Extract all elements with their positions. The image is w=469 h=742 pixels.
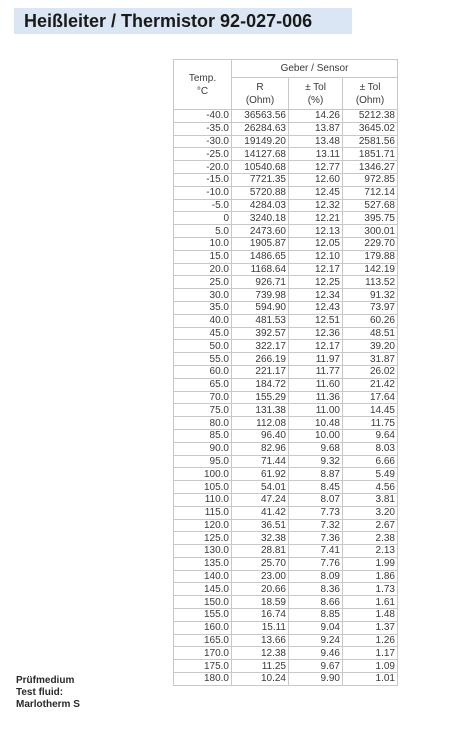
tolerance-percent-cell: 12.34: [289, 289, 343, 302]
resistance-cell: 155.29: [232, 391, 289, 404]
resistance-cell: 392.57: [232, 327, 289, 340]
tolerance-ohm-cell: 6.66: [343, 455, 398, 468]
temperature-cell: 75.0: [174, 404, 232, 417]
resistance-cell: 61.92: [232, 468, 289, 481]
temperature-cell: 65.0: [174, 378, 232, 391]
resistance-cell: 96.40: [232, 429, 289, 442]
temperature-cell: 35.0: [174, 301, 232, 314]
resistance-cell: 41.42: [232, 506, 289, 519]
table-row: [174, 391, 398, 404]
tolerance-ohm-cell: 26.02: [343, 365, 398, 378]
temperature-cell: 30.0: [174, 289, 232, 302]
resistance-cell: 71.44: [232, 455, 289, 468]
tolerance-percent-cell: 8.66: [289, 596, 343, 609]
resistance-cell: 322.17: [232, 340, 289, 353]
temperature-cell: -15.0: [174, 173, 232, 186]
resistance-cell: 7721.35: [232, 173, 289, 186]
table-row: [174, 570, 398, 583]
tolerance-ohm-cell: 2.38: [343, 532, 398, 545]
table-row: [174, 634, 398, 647]
table-row: [174, 186, 398, 199]
resistance-cell: 28.81: [232, 545, 289, 558]
tolerance-ohm-cell: 142.19: [343, 263, 398, 276]
tolerance-ohm-cell: 3.20: [343, 506, 398, 519]
table-row: [174, 314, 398, 327]
table-row: [174, 429, 398, 442]
resistance-cell: 47.24: [232, 493, 289, 506]
temperature-cell: 130.0: [174, 545, 232, 558]
temperature-cell: 5.0: [174, 225, 232, 238]
table-row: [174, 660, 398, 673]
tolerance-percent-header: [289, 78, 343, 110]
tolerance-ohm-cell: 5212.38: [343, 110, 398, 123]
tolerance-percent-cell: 11.77: [289, 365, 343, 378]
tolerance-percent-cell: 9.46: [289, 647, 343, 660]
table-row: [174, 135, 398, 148]
tolerance-ohm-cell: 73.97: [343, 301, 398, 314]
resistance-cell: 14127.68: [232, 148, 289, 161]
table-row: [174, 225, 398, 238]
resistance-cell: 19149.20: [232, 135, 289, 148]
resistance-header: [232, 78, 289, 110]
temperature-cell: 140.0: [174, 570, 232, 583]
table-row: [174, 404, 398, 417]
tolerance-ohm-cell: 2.13: [343, 545, 398, 558]
tolerance-percent-cell: 12.36: [289, 327, 343, 340]
tolerance-ohm-cell: 21.42: [343, 378, 398, 391]
tolerance-percent-cell: 12.25: [289, 276, 343, 289]
tolerance-ohm-cell: 8.03: [343, 442, 398, 455]
table-row: [174, 545, 398, 558]
table-row: [174, 212, 398, 225]
tolerance-ohm-cell: 1.37: [343, 621, 398, 634]
resistance-cell: 184.72: [232, 378, 289, 391]
temp-header-label: Temp.: [188, 72, 217, 84]
tolerance-ohm-cell: 9.64: [343, 429, 398, 442]
sensor-group-header: Geber / Sensor: [232, 60, 398, 78]
tolerance-percent-cell: 11.36: [289, 391, 343, 404]
resistance-cell: 16.74: [232, 609, 289, 622]
resistance-cell: 25.70: [232, 557, 289, 570]
table-row: [174, 301, 398, 314]
table-row: [174, 532, 398, 545]
table-row: [174, 609, 398, 622]
table-row: [174, 455, 398, 468]
tolerance-percent-cell: 12.05: [289, 237, 343, 250]
tolerance-ohm-cell: 1346.27: [343, 161, 398, 174]
tolerance-percent-cell: 9.04: [289, 621, 343, 634]
temperature-cell: 120.0: [174, 519, 232, 532]
table-row: [174, 442, 398, 455]
tolerance-percent-cell: 12.32: [289, 199, 343, 212]
temp-header: [174, 60, 232, 110]
table-row: [174, 250, 398, 263]
temperature-cell: 20.0: [174, 263, 232, 276]
tolerance-ohm-cell: 1.48: [343, 609, 398, 622]
tolerance-percent-cell: 10.00: [289, 429, 343, 442]
temperature-cell: -5.0: [174, 199, 232, 212]
table-row: [174, 263, 398, 276]
tolerance-percent-cell: 12.51: [289, 314, 343, 327]
tolerance-ohm-cell: 2581.56: [343, 135, 398, 148]
tolerance-percent-cell: 7.36: [289, 532, 343, 545]
table-row: [174, 519, 398, 532]
tolerance-ohm-cell: 179.88: [343, 250, 398, 263]
table-row: [174, 468, 398, 481]
resistance-cell: 36563.56: [232, 110, 289, 123]
table-row: [174, 353, 398, 366]
table-row: [174, 289, 398, 302]
temperature-cell: 125.0: [174, 532, 232, 545]
temperature-cell: 155.0: [174, 609, 232, 622]
tolerance-percent-cell: 8.45: [289, 481, 343, 494]
table-row: [174, 161, 398, 174]
table-row: [174, 173, 398, 186]
tolerance-ohm-cell: 48.51: [343, 327, 398, 340]
table-row: [174, 417, 398, 430]
tolerance-ohm-cell: 972.85: [343, 173, 398, 186]
temperature-cell: 50.0: [174, 340, 232, 353]
temperature-cell: 45.0: [174, 327, 232, 340]
tolerance-percent-cell: 8.87: [289, 468, 343, 481]
tolerance-ohm-cell: 31.87: [343, 353, 398, 366]
resistance-cell: 13.66: [232, 634, 289, 647]
temperature-cell: 105.0: [174, 481, 232, 494]
temperature-cell: -40.0: [174, 110, 232, 123]
table-row: [174, 557, 398, 570]
resistance-cell: 481.53: [232, 314, 289, 327]
temp-header-unit: °C: [196, 85, 209, 97]
tolerance-percent-cell: 9.68: [289, 442, 343, 455]
table-row: [174, 237, 398, 250]
tolerance-percent-cell: 12.43: [289, 301, 343, 314]
temperature-cell: 150.0: [174, 596, 232, 609]
tolerance-percent-unit: (%): [307, 94, 324, 106]
resistance-cell: 3240.18: [232, 212, 289, 225]
resistance-cell: 112.08: [232, 417, 289, 430]
test-fluid-name: Marlotherm S: [16, 699, 80, 710]
table-row: [174, 506, 398, 519]
tolerance-ohm-unit: (Ohm): [355, 94, 385, 106]
temperature-cell: -30.0: [174, 135, 232, 148]
tolerance-percent-cell: 7.73: [289, 506, 343, 519]
table-row: [174, 596, 398, 609]
tolerance-ohm-cell: 2.67: [343, 519, 398, 532]
tolerance-percent-cell: 9.32: [289, 455, 343, 468]
table-row: [174, 199, 398, 212]
tolerance-percent-cell: 12.77: [289, 161, 343, 174]
tolerance-percent-cell: 11.00: [289, 404, 343, 417]
tolerance-percent-cell: 12.60: [289, 173, 343, 186]
tolerance-ohm-cell: 1851.71: [343, 148, 398, 161]
resistance-cell: 1905.87: [232, 237, 289, 250]
temperature-cell: 15.0: [174, 250, 232, 263]
temperature-cell: -10.0: [174, 186, 232, 199]
resistance-cell: 221.17: [232, 365, 289, 378]
resistance-cell: 10.24: [232, 673, 289, 686]
table-row: [174, 621, 398, 634]
table-row: [174, 122, 398, 135]
tolerance-ohm-cell: 11.75: [343, 417, 398, 430]
temperature-cell: 80.0: [174, 417, 232, 430]
resistance-cell: 739.98: [232, 289, 289, 302]
temperature-cell: 10.0: [174, 237, 232, 250]
tolerance-percent-cell: 7.41: [289, 545, 343, 558]
temperature-cell: -35.0: [174, 122, 232, 135]
table-row: [174, 378, 398, 391]
table-row: [174, 110, 398, 123]
tolerance-ohm-cell: 14.45: [343, 404, 398, 417]
temperature-cell: 165.0: [174, 634, 232, 647]
tolerance-percent-cell: 9.90: [289, 673, 343, 686]
tolerance-ohm-cell: 1.01: [343, 673, 398, 686]
temperature-cell: 60.0: [174, 365, 232, 378]
tolerance-ohm-header: [343, 78, 398, 110]
temperature-cell: 25.0: [174, 276, 232, 289]
tolerance-ohm-cell: 300.01: [343, 225, 398, 238]
temperature-cell: 85.0: [174, 429, 232, 442]
temperature-cell: 160.0: [174, 621, 232, 634]
tolerance-ohm-cell: 3645.02: [343, 122, 398, 135]
temperature-cell: -20.0: [174, 161, 232, 174]
resistance-cell: 266.19: [232, 353, 289, 366]
resistance-cell: 5720.88: [232, 186, 289, 199]
temperature-cell: 40.0: [174, 314, 232, 327]
tolerance-percent-cell: 8.36: [289, 583, 343, 596]
tolerance-percent-cell: 8.09: [289, 570, 343, 583]
tolerance-percent-cell: 12.21: [289, 212, 343, 225]
table-row: [174, 327, 398, 340]
tolerance-percent-cell: 10.48: [289, 417, 343, 430]
tolerance-ohm-cell: 712.14: [343, 186, 398, 199]
resistance-cell: 594.90: [232, 301, 289, 314]
tolerance-percent-cell: 12.10: [289, 250, 343, 263]
temperature-cell: 110.0: [174, 493, 232, 506]
test-fluid-label-de: Prüfmedium: [16, 675, 75, 686]
resistance-cell: 131.38: [232, 404, 289, 417]
resistance-cell: 4284.03: [232, 199, 289, 212]
table-row: [174, 365, 398, 378]
table-row: [174, 647, 398, 660]
tolerance-ohm-cell: 1.99: [343, 557, 398, 570]
tolerance-percent-cell: 13.11: [289, 148, 343, 161]
table-row: [174, 340, 398, 353]
test-fluid-note: [16, 675, 80, 711]
tolerance-ohm-cell: 4.56: [343, 481, 398, 494]
tolerance-percent-cell: 11.60: [289, 378, 343, 391]
resistance-cell: 12.38: [232, 647, 289, 660]
tolerance-percent-cell: 13.48: [289, 135, 343, 148]
resistance-cell: 82.96: [232, 442, 289, 455]
temperature-cell: 115.0: [174, 506, 232, 519]
tolerance-percent-cell: 12.13: [289, 225, 343, 238]
tolerance-ohm-cell: 1.73: [343, 583, 398, 596]
tolerance-ohm-cell: 3.81: [343, 493, 398, 506]
tolerance-ohm-cell: 1.86: [343, 570, 398, 583]
table-row: [174, 276, 398, 289]
tolerance-ohm-cell: 1.26: [343, 634, 398, 647]
table-row: [174, 481, 398, 494]
resistance-cell: 926.71: [232, 276, 289, 289]
temperature-cell: 100.0: [174, 468, 232, 481]
tolerance-ohm-cell: 60.26: [343, 314, 398, 327]
table-row: [174, 493, 398, 506]
tolerance-percent-cell: 12.17: [289, 263, 343, 276]
resistance-header-unit: (Ohm): [245, 94, 275, 106]
thermistor-table: [173, 59, 398, 686]
resistance-cell: 18.59: [232, 596, 289, 609]
temperature-cell: -25.0: [174, 148, 232, 161]
temperature-cell: 90.0: [174, 442, 232, 455]
tolerance-ohm-cell: 1.17: [343, 647, 398, 660]
resistance-header-label: R: [256, 81, 264, 93]
tolerance-ohm-cell: 17.64: [343, 391, 398, 404]
tolerance-percent-cell: 7.76: [289, 557, 343, 570]
table-row: [174, 148, 398, 161]
table-header: [174, 60, 398, 110]
tolerance-percent-cell: 12.17: [289, 340, 343, 353]
resistance-cell: 32.38: [232, 532, 289, 545]
resistance-cell: 20.66: [232, 583, 289, 596]
temperature-cell: 95.0: [174, 455, 232, 468]
tolerance-ohm-cell: 229.70: [343, 237, 398, 250]
temperature-cell: 0: [174, 212, 232, 225]
resistance-cell: 36.51: [232, 519, 289, 532]
tolerance-percent-cell: 7.32: [289, 519, 343, 532]
temperature-cell: 180.0: [174, 673, 232, 686]
resistance-cell: 1486.65: [232, 250, 289, 263]
tolerance-percent-cell: 12.45: [289, 186, 343, 199]
resistance-cell: 10540.68: [232, 161, 289, 174]
temperature-cell: 145.0: [174, 583, 232, 596]
temperature-cell: 175.0: [174, 660, 232, 673]
tolerance-ohm-cell: 5.49: [343, 468, 398, 481]
tolerance-ohm-cell: 113.52: [343, 276, 398, 289]
tolerance-ohm-cell: 527.68: [343, 199, 398, 212]
table-row: [174, 583, 398, 596]
tolerance-percent-cell: 13.87: [289, 122, 343, 135]
tolerance-ohm-cell: 1.09: [343, 660, 398, 673]
tolerance-ohm-cell: 91.32: [343, 289, 398, 302]
resistance-cell: 54.01: [232, 481, 289, 494]
tolerance-percent-cell: 9.67: [289, 660, 343, 673]
table-row: [174, 673, 398, 686]
page-title: Heißleiter / Thermistor 92-027-006: [24, 11, 313, 31]
tolerance-ohm-label: ± Tol: [359, 81, 381, 93]
temperature-cell: 55.0: [174, 353, 232, 366]
tolerance-percent-cell: 14.26: [289, 110, 343, 123]
tolerance-percent-cell: 8.07: [289, 493, 343, 506]
tolerance-ohm-cell: 1.61: [343, 596, 398, 609]
tolerance-ohm-cell: 39.20: [343, 340, 398, 353]
resistance-cell: 23.00: [232, 570, 289, 583]
resistance-cell: 1168.64: [232, 263, 289, 276]
table-body: [174, 110, 398, 686]
resistance-cell: 15.11: [232, 621, 289, 634]
test-fluid-label-en: Test fluid:: [16, 687, 64, 698]
temperature-cell: 70.0: [174, 391, 232, 404]
resistance-cell: 11.25: [232, 660, 289, 673]
resistance-cell: 2473.60: [232, 225, 289, 238]
temperature-cell: 170.0: [174, 647, 232, 660]
tolerance-percent-cell: 9.24: [289, 634, 343, 647]
tolerance-percent-label: ± Tol: [305, 81, 326, 93]
tolerance-percent-cell: 11.97: [289, 353, 343, 366]
resistance-cell: 26284.63: [232, 122, 289, 135]
tolerance-ohm-cell: 395.75: [343, 212, 398, 225]
temperature-cell: 135.0: [174, 557, 232, 570]
tolerance-percent-cell: 8.85: [289, 609, 343, 622]
